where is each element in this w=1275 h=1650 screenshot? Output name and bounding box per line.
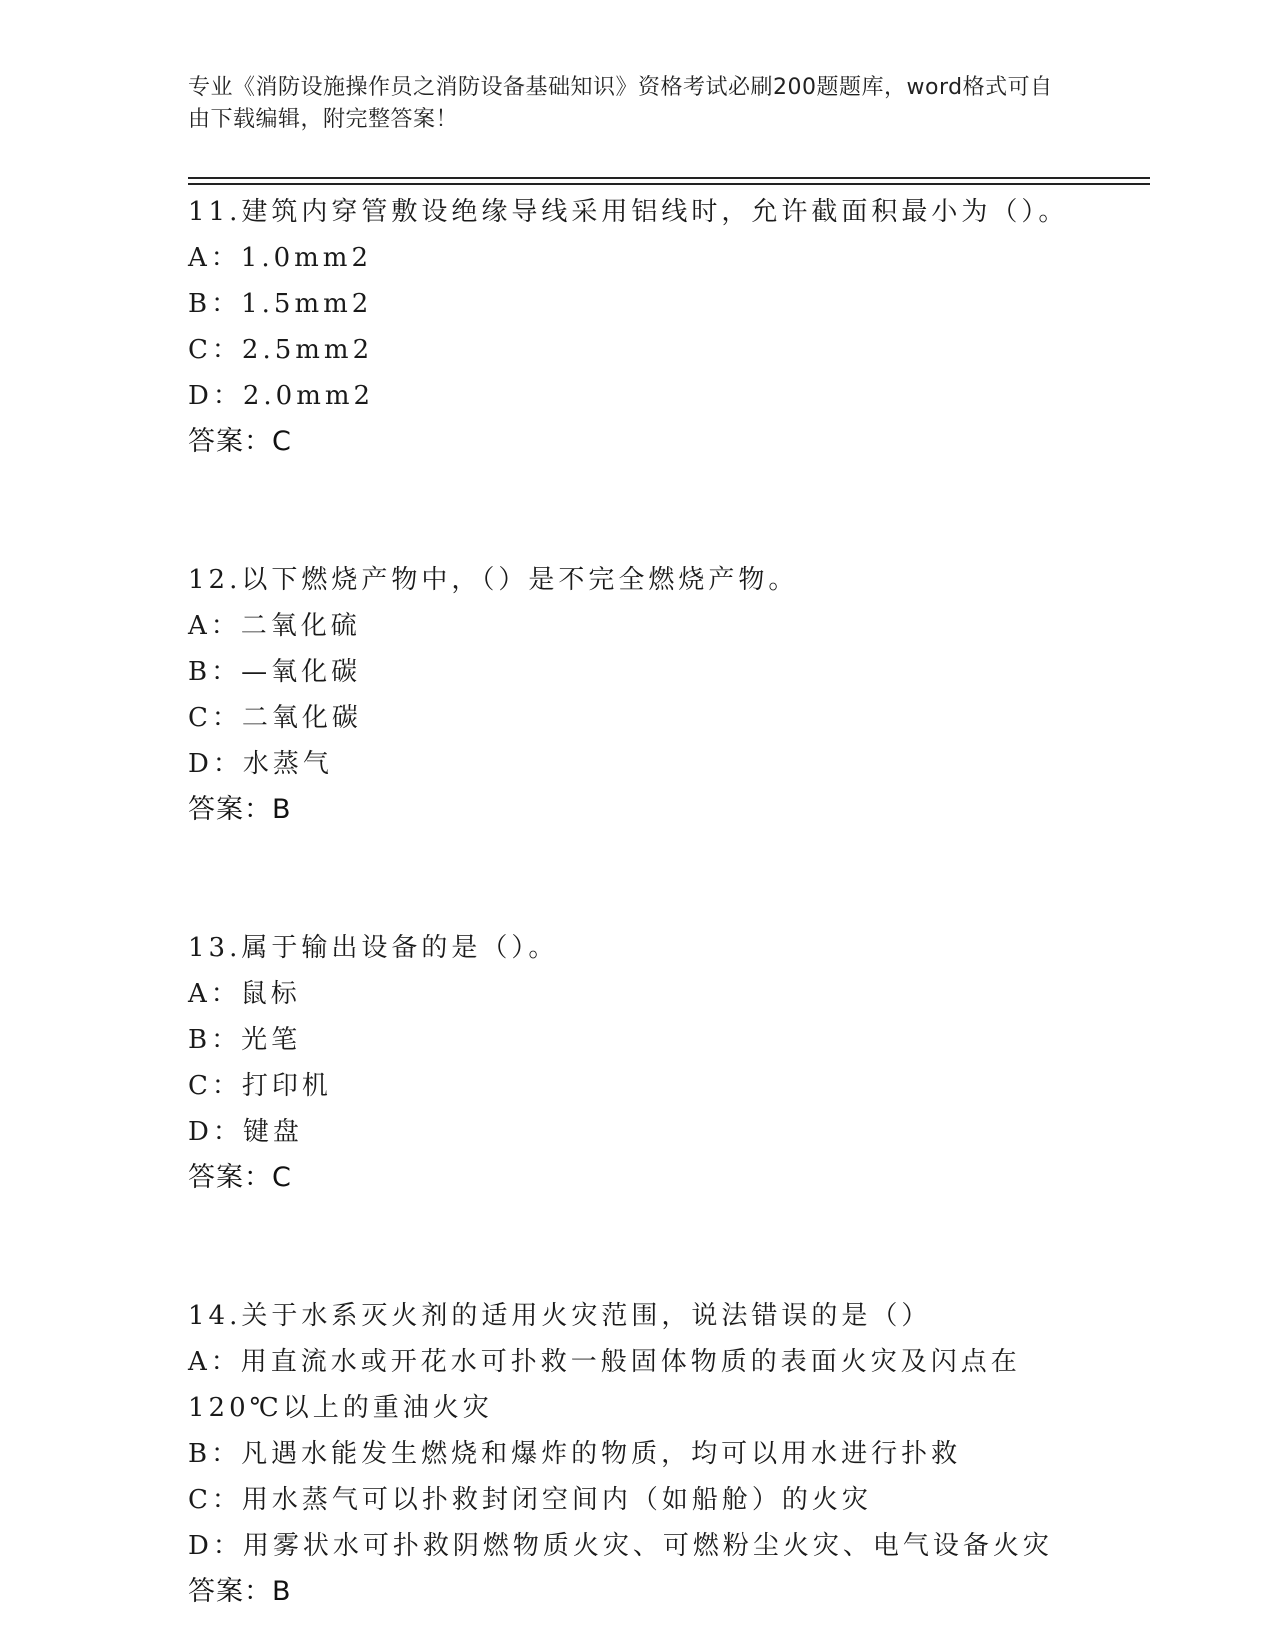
- answer: 答案：C: [188, 426, 292, 457]
- question-list: [188, 189, 1088, 1615]
- option-c: [188, 1063, 1088, 1109]
- option-text: 2.5mm2: [241, 335, 374, 365]
- option-key: B：: [188, 1439, 242, 1469]
- option-a: [188, 971, 1088, 1017]
- option-key: A：: [188, 243, 241, 273]
- answer: 答案：C: [188, 1162, 292, 1193]
- option-d: [188, 1109, 1088, 1155]
- option-key: D：: [188, 381, 243, 411]
- question-spacer: [188, 833, 1088, 925]
- option-text: 鼠标: [240, 979, 301, 1009]
- option-text: 二氧化硫: [240, 611, 361, 641]
- option-text: 二氧化碳: [241, 703, 362, 733]
- option-text: 凡遇水能发生燃烧和爆炸的物质，均可以用水进行扑救: [241, 1439, 962, 1469]
- answer: 答案：B: [188, 794, 292, 825]
- option-key: A：: [188, 979, 241, 1009]
- option-b: [188, 1431, 1088, 1477]
- question-stem: 14.关于水系灭火剂的适用火灾范围，说法错误的是（）: [188, 1301, 932, 1331]
- option-key: B：: [188, 1025, 242, 1055]
- option-d: [188, 373, 1088, 419]
- option-text: 1.5mm2: [241, 289, 373, 319]
- question-stem: 13.属于输出设备的是（）。: [188, 933, 559, 963]
- option-key: B：: [188, 289, 242, 319]
- option-c: [188, 695, 1088, 741]
- option-a: [188, 235, 1088, 281]
- option-key: D：: [188, 1531, 243, 1561]
- question-12: [188, 557, 1088, 833]
- option-d: [188, 1523, 1088, 1569]
- option-b: [188, 649, 1088, 695]
- option-key: B：: [188, 657, 242, 687]
- question-14: [188, 1293, 1088, 1615]
- answer: 答案：B: [188, 1576, 292, 1607]
- question-stem: 11.建筑内穿管敷设绝缘导线采用铝线时，允许截面积最小为（）。: [188, 197, 1069, 227]
- option-text: 打印机: [241, 1071, 332, 1101]
- option-text: 用直流水或开花水可扑救一般固体物质的表面火灾及闪点在120℃以上的重油火灾: [188, 1347, 1021, 1423]
- option-text: 键盘: [242, 1117, 303, 1147]
- option-text: 水蒸气: [242, 749, 333, 779]
- question-13: [188, 925, 1088, 1201]
- option-key: D：: [188, 749, 243, 779]
- option-text: 用雾状水可扑救阴燃物质火灾、可燃粉尘火灾、电气设备火灾: [242, 1531, 1053, 1561]
- option-key: D：: [188, 1117, 243, 1147]
- document-header: 专业《消防设施操作员之消防设备基础知识》资格考试必刷200题题库，word格式可自由下载编辑，附完整答案！: [188, 75, 1053, 132]
- option-text: 2.0mm2: [242, 381, 375, 411]
- option-a: [188, 1339, 1088, 1431]
- header-divider-bottom: [188, 183, 1150, 185]
- option-text: 光笔: [241, 1025, 302, 1055]
- option-d: [188, 741, 1088, 787]
- option-key: A：: [188, 1347, 241, 1377]
- option-key: C：: [188, 703, 242, 733]
- option-a: [188, 603, 1088, 649]
- option-text: 1.0mm2: [240, 243, 372, 273]
- option-text: —氧化碳: [241, 657, 362, 687]
- header-divider-top: [188, 177, 1150, 179]
- option-b: [188, 281, 1088, 327]
- question-11: [188, 189, 1088, 465]
- option-b: [188, 1017, 1088, 1063]
- question-spacer: [188, 465, 1088, 557]
- option-c: [188, 327, 1088, 373]
- option-key: C：: [188, 335, 242, 365]
- option-key: C：: [188, 1071, 242, 1101]
- option-key: A：: [188, 611, 241, 641]
- option-key: C：: [188, 1485, 242, 1515]
- option-text: 用水蒸气可以扑救封闭空间内（如船舱）的火灾: [241, 1485, 872, 1515]
- question-spacer: [188, 1201, 1088, 1293]
- option-c: [188, 1477, 1088, 1523]
- question-stem: 12.以下燃烧产物中，（）是不完全燃烧产物。: [188, 565, 799, 595]
